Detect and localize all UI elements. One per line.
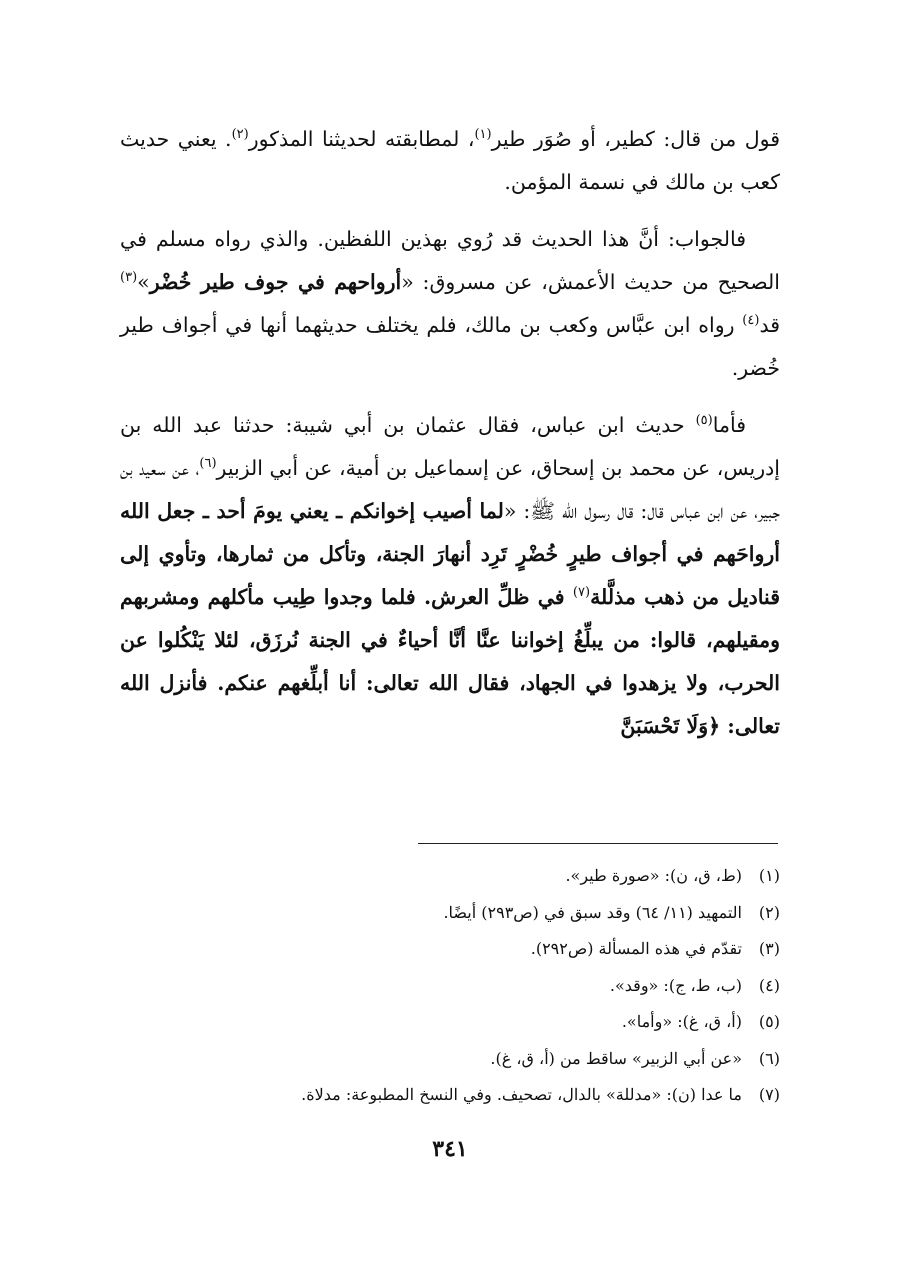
footnote-number: (١) [758,866,780,885]
text: ، لمطابقته لحديثنا المذكور [248,127,475,151]
text: . يعني حديث كعب بن مالك في نسمة المؤمن. [120,127,780,194]
footnote-number: (٦) [758,1048,780,1068]
bold-hadith: في ظلِّ العرش. فلما وجدوا طِيب مأكلهم ومشربهم ومقيلهم، قالوا: من يبلِّغُ إخواننا عنَّا أنَّا أحياءٌ في الجنة نُرزَق، لئلا يَنْكُلوا عن الحرب، ولا يزهدوا في الجهاد، فقال الله تعالى: أنا أبلِّغهم عنكم. فأنزل الله تعالى: ﴿وَلَا تَحْسَبَنَّ [120,585,780,738]
text: ، عن سعيد بن جبير، عن ابن عباس قال: قال رسول الله ﷺ: « [120,456,780,523]
footnote-ref[interactable]: (٧) [572,585,591,601]
footnote-text: تقدّم في هذه المسألة (ص٢٩٢). [530,939,742,958]
text: قول من قال: كطير، أو صُوَر طير [491,127,781,151]
paragraph-2 [120,218,780,390]
footnote-number: (٥) [758,1012,780,1031]
footnote-6 [120,1041,780,1078]
footnote-text: (أ، ق، غ): «وأما». [621,1012,742,1031]
footnote-ref[interactable]: (١) [474,127,492,143]
footnote-7 [120,1077,780,1114]
footnote-ref[interactable]: (٣) [120,270,138,286]
text: حديث ابن عباس، فقال عثمان بن أبي شيبة: حدثنا عبد الله بن إدريس، عن محمد بن إسحاق، عن إسماعيل بن أمية، عن أبي الزبير [120,413,780,480]
footnote-2 [120,895,780,932]
footnote-5 [120,1004,780,1041]
footnote-number: (٧) [758,1085,780,1104]
bold-hadith: لما أصيب إخوانكم ـ يعني يومَ أحد ـ جعل الله أرواحَهم في أجواف طيرٍ خُضْرٍ تَرِد أنهارَ الجنة، وتأكل من ثمارها، وتأوي إلى قناديل من ذهب مذلَّلة [120,499,781,609]
footnote-ref[interactable]: (٢) [231,127,249,143]
footnote-separator [418,843,778,844]
footnote-text: ما عدا (ن): «مدللة» بالدال، تصحيف. وفي النسخ المطبوعة: مدلاة. [301,1085,742,1104]
footnote-text: «عن أبي الزبير» ساقط من (أ، ق، غ). [490,1048,742,1068]
footnote-ref[interactable]: (٤) [742,313,760,329]
paragraph-3 [120,404,780,748]
footnote-4 [120,968,780,1005]
footnote-1 [120,858,780,895]
footnote-ref[interactable]: (٦) [199,456,217,472]
text: فالجواب: أنَّ هذا الحديث قد رُوي بهذين اللفظين. والذي رواه مسلم في الصحيح من حديث الأعمش، عن مسروق: « [120,227,781,294]
bold-quote: أرواحهم في جوف طير خُضْر [149,270,402,294]
footnote-number: (٤) [758,975,780,995]
footnotes [120,858,780,1114]
main-text [120,118,780,762]
text: » [137,270,150,294]
footnote-text: (ب، ط، ج): «وقد». [609,975,742,995]
page-number: ٣٤١ [432,1136,468,1162]
text: رواه ابن عبَّاس وكعب بن مالك، فلم يختلف حديثهما أنها في أجواف طير خُضر. [120,313,780,380]
footnote-number: (٣) [758,939,780,958]
footnote-text: (ط، ق، ن): «صورة طير». [565,866,742,885]
paragraph-1 [120,118,780,204]
footnote-ref[interactable]: (٥) [695,413,713,429]
text: فأما [712,413,746,437]
text: قد [759,313,780,337]
footnote-number: (٢) [758,902,780,922]
footnote-text: التمهيد (١١/ ٦٤) وقد سبق في (ص٢٩٣) أيضًا. [443,902,742,922]
footnote-3 [120,931,780,968]
